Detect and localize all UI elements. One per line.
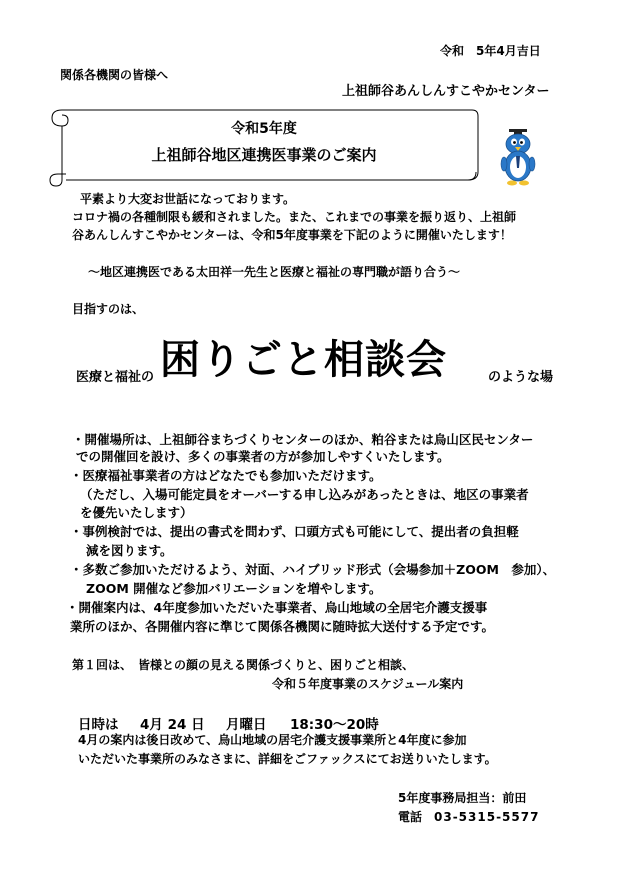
contact-phone-label: 電話: [398, 810, 423, 824]
headline: 困りごと相談会: [160, 337, 447, 383]
contact-phone-number: 03-5315-5577: [434, 810, 540, 824]
bullet-venue: ・開催場所は、上祖師谷まちづくりセンターのほか、粕谷または烏山区民センター: [72, 432, 534, 447]
document-date: 令和 5年4月吉日: [440, 44, 541, 58]
headline-suffix: のような場: [488, 370, 554, 385]
bullet-format: ・多数ご参加いただけるよう、対面、ハイブリッド形式（会場参加＋ZOOM 参加）、: [70, 562, 556, 577]
bullet-notification: ・開催案内は、4年度参加いただいた事業者、烏山地域の全居宅介護支援事: [66, 600, 488, 615]
first-session-line-2: 令和５年度事業のスケジュール案内: [272, 677, 464, 691]
bullet-participants-cont-2: を優先いたします）: [80, 505, 193, 520]
bullet-notification-cont: 業所のほか、各開催内容に準じて関係各機関に随時拡大送付する予定です。: [70, 619, 495, 634]
bullet-participants: ・医療福祉事業者の方はどなたでも参加いただけます。: [70, 468, 382, 483]
sender-organization: 上祖師谷あんしんすこやかセンター: [342, 84, 550, 99]
first-session-line-1: 第１回は、 皆様との顔の見える関係づくりと、困りごと相談、: [72, 658, 415, 672]
headline-prefix: 医療と福祉の: [76, 370, 155, 385]
schedule-label: 日時は: [78, 717, 119, 733]
title-year: 令和5年度: [231, 121, 297, 137]
schedule-note-2: いただいた事業所のみなさまに、詳細をごファックスにてお送りいたします。: [78, 752, 497, 766]
schedule-weekday: 月曜日: [226, 717, 267, 733]
subtitle: ～地区連携医である太田祥一先生と医療と福祉の専門職が語り合う～: [88, 265, 461, 279]
intro-line-2: コロナ禍の各種制限も緩和されました。また、これまでの事業を振り返り、上祖師: [72, 210, 517, 224]
aim-text: 目指すのは、: [72, 302, 145, 316]
bullet-case-study-cont: 減を図ります。: [86, 543, 173, 558]
bullet-format-cont: ZOOM 開催など参加バリエーションを増やします。: [86, 581, 382, 596]
intro-line-1: 平素より大変お世話になっております。: [80, 192, 296, 206]
title-banner: [48, 106, 480, 188]
schedule-note-1: 4月の案内は後日改めて、烏山地域の居宅介護支援事業所と4年度に参加: [78, 733, 467, 747]
contact-staff: 5年度事務局担当：前田: [398, 791, 527, 805]
schedule-time: 18:30～20時: [290, 717, 379, 733]
penguin-mascot-icon: [497, 128, 539, 188]
schedule-date: 4月 24 日: [140, 717, 205, 733]
bullet-case-study: ・事例検討では、提出の書式を問わず、口頭方式も可能にして、提出者の負担軽: [70, 524, 519, 539]
bullet-venue-cont: での開催回を設け、多くの事業者の方が参加しやすくいたします。: [76, 449, 450, 464]
addressee: 関係各機関の皆様へ: [60, 68, 169, 82]
bullet-participants-cont-1: （ただし、入場可能定員をオーバーする申し込みがあったときは、地区の事業者: [80, 487, 529, 502]
intro-line-3: 谷あんしんすこやかセンターは、令和5年度事業を下記のように開催いたします！: [72, 228, 512, 242]
page-title: 上祖師谷地区連携医事業のご案内: [151, 146, 377, 164]
